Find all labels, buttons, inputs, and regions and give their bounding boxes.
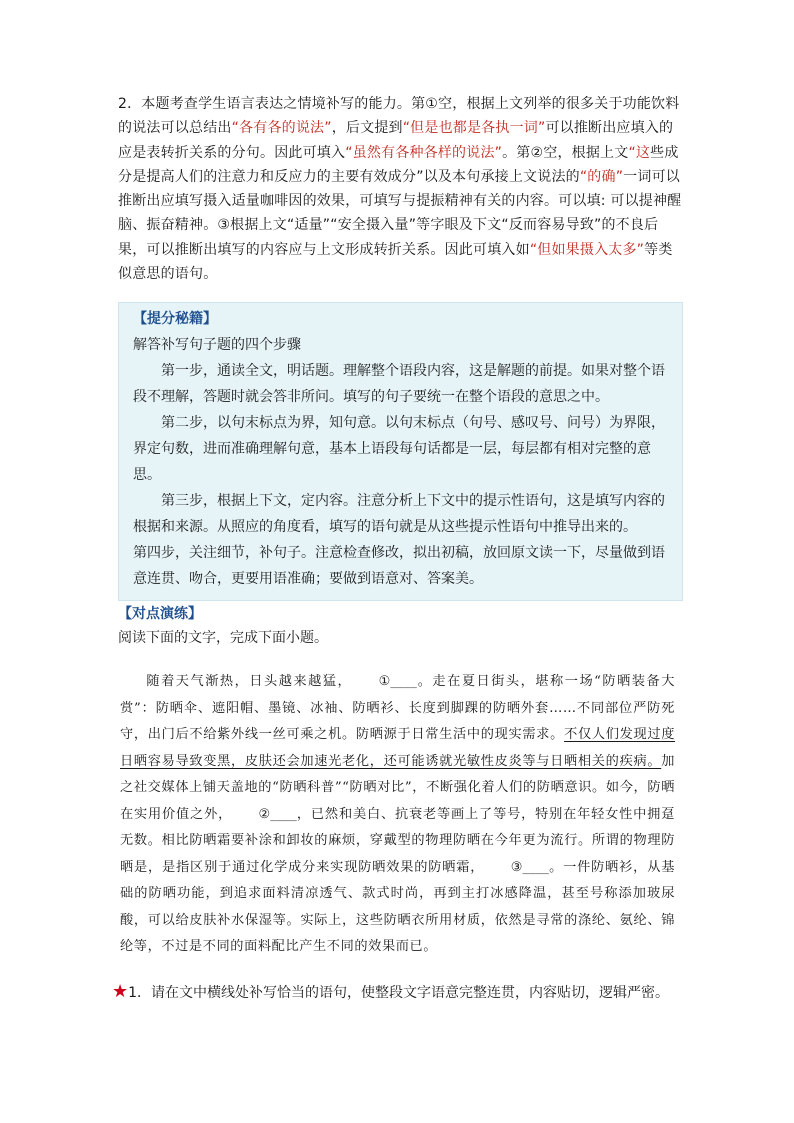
practice-title: 【对点演练】 [118, 606, 202, 623]
underlined-sentence: 不仅人们发现过度日晒容易导致变黑，皮肤还会加速光老化，还可能诱就光敏性皮炎等与日晒相关的疾病。 [120, 727, 675, 769]
analysis-text: 2．本题考查学生语言表达之情境补写的能力。第①空，根据上文列举的很多关于功能饮料的说法可以总结出 [118, 96, 680, 137]
question-text: 1．请在文中横线处补写恰当的语句，使整段文字语意完整连贯，内容贴切，逻辑严密。 [128, 984, 670, 1001]
analysis-text: 些成分是提高人们的注意力和反应力的主要有效成分”以及本句承接上文说法的 [118, 144, 679, 185]
analysis-text: 等类似意思的语句。 [118, 241, 673, 283]
analysis-text: 可以推断出应填入的应是表转折关系的分句。因此可填入 [118, 120, 674, 161]
practice-instruction: 阅读下面的文字，完成下面小题。 [118, 630, 328, 647]
passage-text: 。走在夏日街头，堪称一场“防晒装备大赏”：防晒伞、遮阳帽、墨镜、冰袖、防晒衫、长度到脚踝的防晒外套……不同部位严防死守，出门后不给紫外线一丝可乘之机。防晒源于日常生活中的现实需求。 [120, 674, 675, 743]
analysis-quote: “这 [628, 144, 651, 161]
passage-text: 随着天气渐热，日头越来越猛， [146, 674, 353, 690]
tips-step-3: 第三步，根据上下文，定内容。注意分析上下文中的提示性语句，这是填写内容的根据和来源。从照应的角度看，填写的语句就是从这些提示性语句中推导出来的。 [133, 493, 665, 536]
passage-text: 加之社交媒体上铺天盖地的“防晒科普”“防晒对比”，不断强化着人们的防晒意识。如今，防晒在实用价值之外， [120, 753, 675, 822]
reading-passage [120, 669, 683, 961]
tips-step-1: 第一步，通读全文，明话题。理解整个语段内容，这是解题的前提。如果对整个语段不理解，答题时就会答非所问。填写的句子要统一在整个语段的意思之中。 [133, 363, 665, 406]
tips-step-2: 第二步，以句末标点为界，知句意。以句末标点（句号、感叹号、问号）为界限，界定句数，进而准确理解句意，基本上语段每句话都是一层，每层都有相对完整的意思。 [133, 415, 665, 484]
question-1 [112, 981, 683, 1005]
analysis-quote: “但是也都是各执一词” [402, 120, 546, 137]
passage-paragraph [120, 669, 675, 961]
tips-title: 【提分秘籍】 [133, 311, 217, 328]
passage-text: ，已然和美白、抗衰老等画上了等号，特别在年轻女性中拥趸无数。相比防晒霜要补涂和卸妆的麻烦，穿戴型的物理防晒在今年更为流行。所谓的物理防晒是，是指区别于通过化学成分来实现防晒效果的防晒霜， [120, 806, 675, 875]
blank-3: ③____ [510, 859, 549, 875]
analysis-quote: “的确” [579, 168, 624, 185]
blank-2: ②____ [258, 806, 297, 822]
analysis-text: ，后文提到 [331, 120, 403, 137]
analysis-text: 一词可以推断出应填写摄入适量咖啡因的效果，可填写与提振精神有关的内容。可以填: 可以提神醒脑、振奋精神。③根据上文“适量”“安全摄入量”等字眼及下文“反而容易导致”的不良后果，可以推断出填写的内容应与上文形成转折关系。因此可填入如 [118, 168, 682, 258]
analysis-text: 。第②空，根据上文 [502, 144, 629, 161]
tips-subtitle: 解答补写句子题的四个步骤 [133, 337, 301, 354]
star-icon: ★ [112, 980, 129, 1002]
tips-box [118, 302, 683, 601]
page-content [112, 92, 683, 1005]
analysis-quote: “但如果摄入太多” [529, 241, 645, 258]
analysis-quote: “各有各的说法” [231, 120, 332, 137]
blank-1: ①____ [378, 674, 417, 690]
passage-text: 。一件防晒衫，从基础的防晒功能，到追求面料清凉透气、款式时尚，再到主打冰感降温，甚至号称添加玻尿酸，可以给皮肤补水保湿等。实际上，这些防晒衣所用材质，依然是寻常的涤纶、氨纶、锦纶等，不过是不同的面料配比产生不同的效果而已。 [120, 859, 675, 955]
analysis-quote: “虽然有各种各样的说法” [345, 144, 503, 161]
answer-analysis [118, 92, 683, 286]
tips-step-4: 第四步，关注细节，补句子。注意检查修改，拟出初稿，放回原文读一下，尽量做到语意连贯、吻合，更要用语准确；要做到语意对、答案美。 [133, 545, 665, 588]
